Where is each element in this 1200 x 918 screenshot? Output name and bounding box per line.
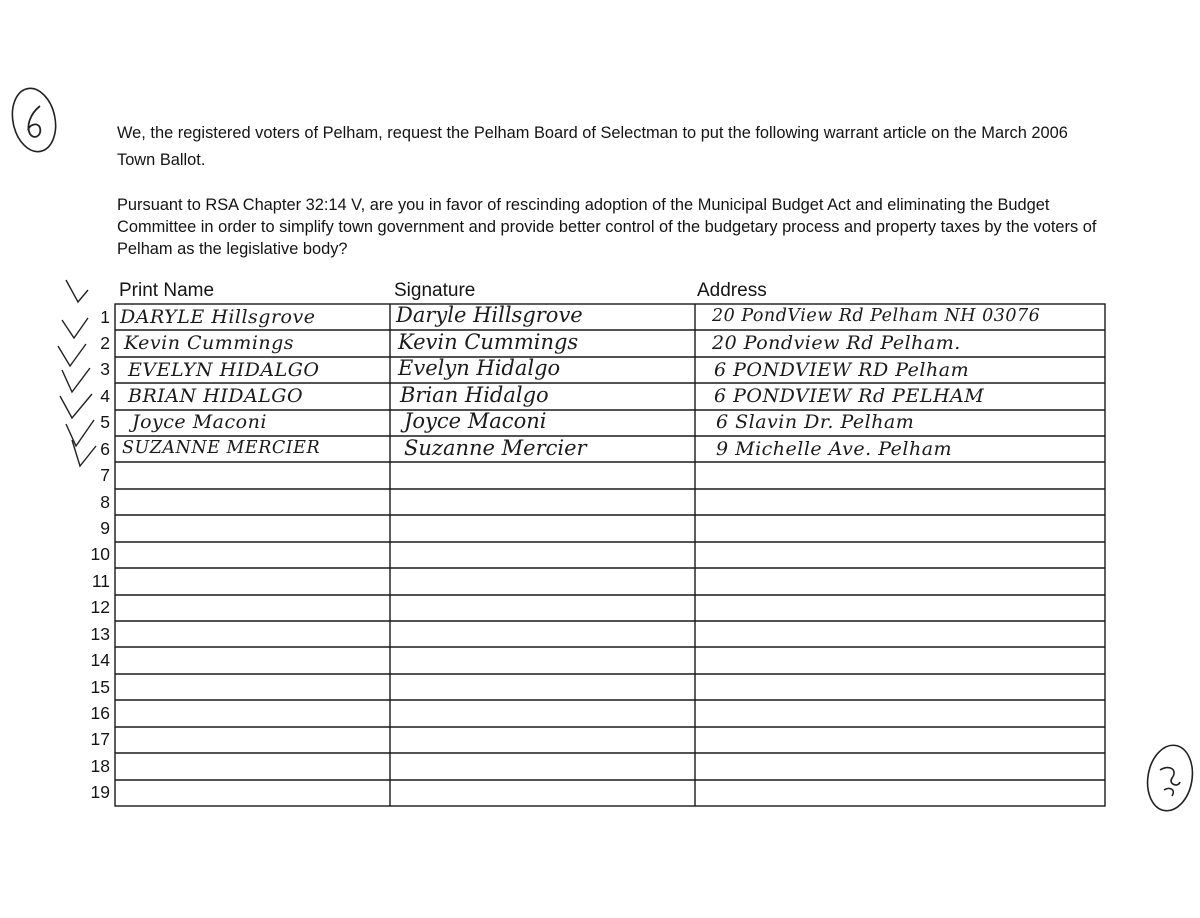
- row-number: 3: [100, 359, 110, 379]
- entry-print-name: SUZANNE MERCIER: [122, 438, 321, 458]
- entry-print-name: BRIAN HIDALGO: [128, 385, 304, 407]
- entry-signature: Kevin Cummings: [398, 330, 579, 354]
- entry-address: 20 PondView Rd Pelham NH 03076: [712, 306, 1041, 326]
- entry-address: 20 Pondview Rd Pelham.: [712, 332, 961, 354]
- entry-print-name: Kevin Cummings: [124, 332, 295, 354]
- column-header-signature: Signature: [394, 280, 476, 301]
- row-number: 10: [90, 544, 110, 564]
- entry-signature: Daryle Hillsgrove: [396, 303, 583, 327]
- entry-print-name: DARYLE Hillsgrove: [120, 306, 316, 328]
- row-number: 5: [100, 412, 110, 432]
- row-number: 18: [90, 756, 110, 776]
- row-number: 14: [90, 650, 110, 670]
- entry-signature: Brian Hidalgo: [400, 383, 549, 407]
- row-number: 16: [90, 703, 110, 723]
- warrant-article-question: Pursuant to RSA Chapter 32:14 V, are you in favor of rescinding adoption of the Municipal Budget Act and eliminating the Budget Committee in order to simplify town government and provide better control of the budgetary process and property taxes by the voters of Pelham as the legislative body?: [117, 196, 1097, 258]
- entry-signature: Joyce Maconi: [404, 409, 547, 433]
- entry-address: 6 Slavin Dr. Pelham: [716, 411, 915, 433]
- petition-request-text: We, the registered voters of Pelham, request the Pelham Board of Selectman to put the following warrant article on the March 2006 Town Ballot.: [117, 124, 1068, 169]
- entry-print-name: Joyce Maconi: [132, 411, 267, 433]
- row-number: 13: [90, 624, 110, 644]
- entry-address: 6 PONDVIEW Rd PELHAM: [714, 385, 985, 407]
- column-header-print-name: Print Name: [119, 280, 215, 301]
- row-number: 12: [90, 597, 110, 617]
- row-number: 6: [100, 439, 110, 459]
- row-number: 9: [100, 518, 110, 538]
- entry-signature: Evelyn Hidalgo: [398, 356, 561, 380]
- row-number: 7: [100, 465, 110, 485]
- row-number: 15: [90, 677, 110, 697]
- row-number: 1: [100, 307, 110, 327]
- row-number: 17: [90, 729, 110, 749]
- row-number: 11: [91, 571, 110, 591]
- row-number: 19: [90, 782, 110, 802]
- row-number: 8: [100, 492, 110, 512]
- entry-address: 9 Michelle Ave. Pelham: [716, 438, 953, 460]
- row-number: 2: [100, 333, 110, 353]
- entry-address: 6 PONDVIEW RD Pelham: [714, 359, 970, 381]
- row-number: 4: [100, 386, 110, 406]
- entry-signature: Suzanne Mercier: [404, 436, 587, 460]
- column-header-address: Address: [697, 280, 767, 301]
- entry-print-name: EVELYN HIDALGO: [128, 359, 320, 381]
